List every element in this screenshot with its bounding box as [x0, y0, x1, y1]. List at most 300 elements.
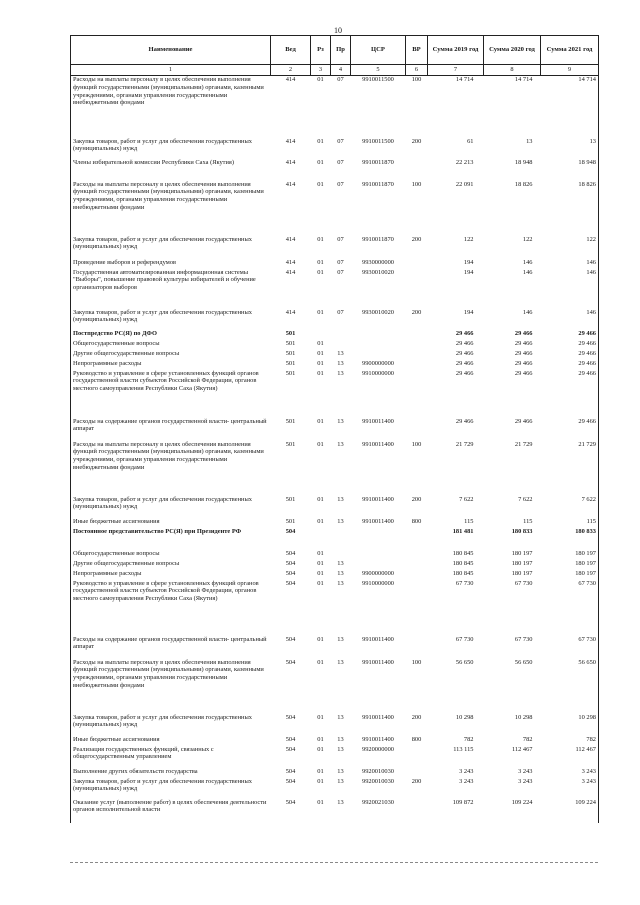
header-rz: Рз — [311, 36, 331, 65]
row-ved: 504 — [285, 713, 296, 721]
row-csr: 9920000000 — [362, 745, 394, 753]
row-sum-2020: 180 833 — [511, 527, 533, 535]
row-pr — [331, 330, 351, 340]
row-vr — [406, 560, 428, 570]
row-pr: 13 — [337, 767, 344, 775]
row-ved: 501 — [285, 440, 296, 448]
row-csr: 9910011870 — [362, 158, 394, 166]
table-row — [71, 441, 599, 496]
row-vr — [406, 746, 428, 768]
row-csr: 9910011400 — [362, 735, 394, 743]
table-row — [71, 236, 599, 259]
row-csr: 9910011500 — [362, 76, 394, 83]
row-sum-2019: 56 650 — [455, 658, 474, 666]
row-sum-2021: 7 622 — [541, 496, 599, 518]
table-row — [71, 418, 599, 441]
row-vr — [406, 259, 428, 269]
table-row — [71, 159, 599, 181]
row-sum-2021: 3 243 — [541, 768, 599, 778]
row-sum-2021: 10 298 — [541, 714, 599, 736]
col-number: 7 — [428, 65, 484, 76]
row-csr: 9930000000 — [362, 258, 394, 266]
row-ved: 504 — [285, 527, 296, 535]
row-ved: 504 — [285, 569, 296, 577]
row-vr: 800 — [411, 735, 422, 743]
row-name: Расходы на содержание органов государственной власти- центральный аппарат — [71, 636, 271, 659]
row-name: Члены избирательной комиссии Республики Саха (Якутия) — [71, 159, 271, 181]
row-sum-2020: 146 — [522, 308, 533, 316]
table-row — [71, 518, 599, 528]
row-pr: 07 — [337, 308, 344, 316]
row-sum-2021: 146 — [541, 309, 599, 330]
col-number: 3 — [311, 65, 331, 76]
row-sum-2020: 112 467 — [511, 745, 533, 753]
row-sum-2020: 14 714 — [514, 76, 533, 83]
row-vr — [406, 550, 428, 560]
row-sum-2021: 56 650 — [541, 659, 599, 714]
row-csr: 9900000000 — [362, 359, 394, 367]
row-rz: 01 — [317, 658, 324, 666]
row-sum-2019: 122 — [463, 235, 474, 243]
row-ved: 504 — [285, 735, 296, 743]
row-rz: 01 — [317, 76, 324, 83]
row-pr — [331, 340, 351, 350]
row-ved: 501 — [285, 349, 296, 357]
row-rz: 01 — [317, 495, 324, 503]
row-name: Расходы на выплаты персоналу в целях обеспечения выполнения функций государственными (муниципальными) органами, казенными учреждениями, органами управления государственными внебюджетными фондами — [71, 441, 271, 496]
table-row — [71, 550, 599, 560]
row-ved: 414 — [285, 308, 296, 316]
header-vr: ВР — [406, 36, 428, 65]
row-sum-2021: 13 — [541, 138, 599, 159]
row-sum-2021: 180 197 — [541, 550, 599, 560]
table-header-row — [71, 36, 599, 65]
row-sum-2019: 180 845 — [452, 569, 474, 577]
row-ved: 501 — [285, 417, 296, 425]
row-name: Закупка товаров, работ и услуг для обеспечения государственных (муниципальных) нужд — [71, 138, 271, 159]
row-sum-2019: 194 — [463, 268, 474, 276]
row-rz: 01 — [317, 735, 324, 743]
row-vr: 100 — [411, 180, 422, 188]
row-sum-2021: 18 826 — [541, 181, 599, 236]
row-ved: 504 — [285, 798, 296, 806]
row-sum-2019: 29 466 — [455, 417, 474, 425]
row-sum-2020: 29 466 — [514, 417, 533, 425]
row-sum-2020: 29 466 — [514, 349, 533, 357]
row-rz: 01 — [317, 569, 324, 577]
row-vr — [406, 269, 428, 309]
table-row — [71, 560, 599, 570]
row-pr: 07 — [337, 258, 344, 266]
header-ved: Вед — [271, 36, 311, 65]
table-row — [71, 309, 599, 330]
row-rz: 01 — [317, 559, 324, 567]
table-row — [71, 370, 599, 418]
row-sum-2019: 67 730 — [455, 635, 474, 643]
row-sum-2019: 194 — [463, 308, 474, 316]
row-ved: 504 — [285, 777, 296, 785]
row-vr: 200 — [411, 235, 422, 243]
row-pr: 13 — [337, 440, 344, 448]
col-number: 4 — [331, 65, 351, 76]
row-rz — [311, 330, 331, 340]
row-rz: 01 — [317, 417, 324, 425]
row-ved: 414 — [285, 137, 296, 145]
row-ved: 504 — [285, 767, 296, 775]
table-row — [71, 340, 599, 350]
row-sum-2021: 29 466 — [541, 350, 599, 360]
row-name: Иные бюджетные ассигнования — [71, 736, 271, 746]
row-sum-2020: 29 466 — [514, 339, 533, 347]
row-csr — [351, 330, 406, 340]
row-csr: 9910011500 — [362, 137, 394, 145]
row-csr — [351, 340, 406, 350]
row-sum-2021: 21 729 — [541, 441, 599, 496]
row-vr — [406, 340, 428, 350]
row-sum-2019: 29 466 — [455, 329, 474, 337]
row-sum-2019: 29 466 — [455, 359, 474, 367]
row-sum-2021: 146 — [541, 269, 599, 309]
row-name: Закупка товаров, работ и услуг для обеспечения государственных (муниципальных) нужд — [71, 496, 271, 518]
row-vr: 800 — [411, 517, 422, 525]
table-row — [71, 736, 599, 746]
row-pr: 13 — [337, 559, 344, 567]
row-rz: 01 — [317, 798, 324, 806]
row-sum-2020: 115 — [523, 517, 533, 525]
row-sum-2020: 180 197 — [511, 569, 533, 577]
row-vr — [406, 370, 428, 418]
row-csr: 9910011400 — [362, 658, 394, 666]
budget-table — [70, 35, 599, 823]
row-vr — [406, 528, 428, 550]
row-rz: 01 — [317, 258, 324, 266]
row-ved: 414 — [285, 235, 296, 243]
row-pr: 13 — [337, 359, 344, 367]
row-pr: 13 — [337, 349, 344, 357]
header-sum-2020: Сумма 2020 год — [484, 36, 541, 65]
table-row — [71, 350, 599, 360]
row-name: Закупка товаров, работ и услуг для обеспечения государственных (муниципальных) нужд — [71, 236, 271, 259]
row-rz: 01 — [317, 308, 324, 316]
row-vr: 100 — [411, 658, 422, 666]
row-name: Расходы на выплаты персоналу в целях обеспечения выполнения функций государственными (муниципальными) органами, казенными учреждениями, органами управления государственными внебюджетными фондами — [71, 659, 271, 714]
row-sum-2020: 67 730 — [514, 635, 533, 643]
row-csr: 9910011400 — [362, 713, 394, 721]
row-rz: 01 — [317, 235, 324, 243]
table-row — [71, 570, 599, 580]
row-name: Проведение выборов и референдумов — [71, 259, 271, 269]
row-sum-2019: 14 714 — [455, 76, 474, 83]
row-csr: 9910011400 — [362, 495, 394, 503]
row-pr: 13 — [337, 798, 344, 806]
row-sum-2020: 3 243 — [518, 777, 533, 785]
row-vr — [406, 330, 428, 340]
row-sum-2021: 67 730 — [541, 580, 599, 636]
header-sum-2019: Сумма 2019 год — [428, 36, 484, 65]
row-sum-2021: 109 224 — [541, 799, 599, 823]
row-csr: 9910011400 — [362, 517, 394, 525]
row-sum-2019: 180 845 — [452, 559, 474, 567]
row-sum-2019: 67 730 — [455, 579, 474, 587]
row-pr: 13 — [337, 517, 344, 525]
row-vr — [406, 768, 428, 778]
row-name: Расходы на выплаты персоналу в целях обеспечения выполнения функций государственными (муниципальными) органами, казенными учреждениями, органами управления государственными внебюджетными фондами — [71, 76, 271, 138]
row-sum-2019: 113 115 — [453, 745, 474, 753]
table-row — [71, 330, 599, 340]
table-row — [71, 496, 599, 518]
table-row — [71, 714, 599, 736]
col-number: 6 — [406, 65, 428, 76]
row-csr — [351, 350, 406, 360]
row-ved: 504 — [285, 635, 296, 643]
row-sum-2020: 21 729 — [514, 440, 533, 448]
row-sum-2020: 29 466 — [514, 329, 533, 337]
row-name: Постпредство РС(Я) по ДФО — [71, 330, 271, 340]
row-csr: 9910011870 — [362, 235, 394, 243]
row-pr: 13 — [337, 579, 344, 587]
row-sum-2020: 10 298 — [514, 713, 533, 721]
row-name: Руководство и управление в сфере установленных функций органов государственной власти субъектов Российской Федерации, органов местного самоуправления Республики Саха (Якутия) — [71, 370, 271, 418]
row-name: Руководство и управление в сфере установленных функций органов государственной власти субъектов Российской Федерации, органов местного самоуправления Республики Саха (Якутия) — [71, 580, 271, 636]
row-pr — [331, 550, 351, 560]
row-sum-2020: 13 — [526, 137, 533, 145]
row-sum-2019: 109 872 — [452, 798, 474, 806]
table-row — [71, 360, 599, 370]
col-number: 2 — [271, 65, 311, 76]
row-name: Постоянное представительство РС(Я) при Президенте РФ — [71, 528, 271, 550]
row-ved: 504 — [285, 559, 296, 567]
row-pr: 13 — [337, 417, 344, 425]
row-name: Государственная автоматизированная информационная системы "Выборы", повышение правовой культуры избирателей и обучение организаторов выборов — [71, 269, 271, 309]
row-name: Закупка товаров, работ и услуг для обеспечения государственных (муниципальных) нужд — [71, 714, 271, 736]
row-csr: 9920010030 — [362, 767, 394, 775]
row-sum-2019: 180 845 — [452, 549, 474, 557]
row-csr: 9900000000 — [362, 569, 394, 577]
row-sum-2021: 782 — [541, 736, 599, 746]
row-rz: 01 — [317, 349, 324, 357]
row-csr: 9930010020 — [362, 268, 394, 276]
row-vr: 200 — [411, 308, 422, 316]
row-sum-2019: 29 466 — [455, 339, 474, 347]
row-rz: 01 — [317, 635, 324, 643]
col-number: 1 — [71, 65, 271, 76]
row-csr: 9920021030 — [362, 798, 394, 806]
row-rz: 01 — [317, 158, 324, 166]
row-sum-2021: 14 714 — [541, 76, 599, 138]
row-ved: 414 — [285, 158, 296, 166]
row-vr: 100 — [411, 76, 422, 83]
row-csr: 9910011870 — [362, 180, 394, 188]
row-ved: 414 — [285, 180, 296, 188]
row-rz: 01 — [317, 745, 324, 753]
row-sum-2020: 782 — [522, 735, 533, 743]
row-rz: 01 — [317, 549, 324, 557]
row-name: Другие общегосударственные вопросы — [71, 560, 271, 570]
row-sum-2020: 18 826 — [514, 180, 533, 188]
row-ved: 414 — [285, 268, 296, 276]
row-csr — [351, 550, 406, 560]
row-name: Общегосударственные вопросы — [71, 550, 271, 560]
row-name: Иные бюджетные ассигнования — [71, 518, 271, 528]
col-number: 9 — [541, 65, 599, 76]
row-sum-2020: 146 — [522, 258, 533, 266]
row-sum-2020: 122 — [522, 235, 533, 243]
row-csr — [351, 528, 406, 550]
row-vr — [406, 350, 428, 360]
header-pr: Пр — [331, 36, 351, 65]
row-sum-2021: 18 948 — [541, 159, 599, 181]
table-row — [71, 778, 599, 799]
row-csr — [351, 560, 406, 570]
row-rz: 01 — [317, 180, 324, 188]
header-name: Наименование — [71, 36, 271, 65]
table-row — [71, 580, 599, 636]
row-rz: 01 — [317, 777, 324, 785]
row-rz: 01 — [317, 369, 324, 377]
row-rz — [311, 528, 331, 550]
row-sum-2021: 180 197 — [541, 570, 599, 580]
row-rz: 01 — [317, 767, 324, 775]
row-ved: 504 — [285, 745, 296, 753]
row-vr: 200 — [411, 777, 422, 785]
row-sum-2021: 180 197 — [541, 560, 599, 570]
row-sum-2021: 146 — [541, 259, 599, 269]
page-number: 10 — [334, 26, 342, 35]
row-sum-2020: 56 650 — [514, 658, 533, 666]
row-pr: 07 — [337, 158, 344, 166]
row-ved: 501 — [285, 517, 296, 525]
row-sum-2021: 29 466 — [541, 340, 599, 350]
table-row — [71, 768, 599, 778]
row-vr — [406, 159, 428, 181]
row-rz: 01 — [317, 268, 324, 276]
row-name: Общегосударственные вопросы — [71, 340, 271, 350]
row-sum-2021: 3 243 — [541, 778, 599, 799]
row-rz: 01 — [317, 579, 324, 587]
row-sum-2021: 29 466 — [541, 330, 599, 340]
row-vr: 200 — [411, 495, 422, 503]
row-name: Непрограммные расходы — [71, 570, 271, 580]
row-sum-2021: 29 466 — [541, 360, 599, 370]
row-sum-2019: 7 622 — [459, 495, 474, 503]
row-pr: 13 — [337, 745, 344, 753]
row-sum-2020: 18 948 — [514, 158, 533, 166]
row-sum-2020: 180 197 — [511, 549, 533, 557]
row-csr: 9910000000 — [362, 579, 394, 587]
row-pr: 13 — [337, 635, 344, 643]
row-name: Выполнение других обязательств государства — [71, 768, 271, 778]
row-ved: 501 — [285, 359, 296, 367]
table-row — [71, 746, 599, 768]
row-sum-2021: 122 — [541, 236, 599, 259]
row-rz: 01 — [317, 517, 324, 525]
row-sum-2019: 181 481 — [452, 527, 474, 535]
row-rz: 01 — [317, 440, 324, 448]
row-ved: 414 — [285, 258, 296, 266]
row-sum-2019: 194 — [463, 258, 474, 266]
row-pr: 13 — [337, 713, 344, 721]
row-name: Непрограммные расходы — [71, 360, 271, 370]
table-row — [71, 181, 599, 236]
row-sum-2019: 21 729 — [455, 440, 474, 448]
row-sum-2020: 109 224 — [511, 798, 533, 806]
row-sum-2019: 3 243 — [459, 767, 474, 775]
row-rz: 01 — [317, 137, 324, 145]
row-csr: 9910011400 — [362, 635, 394, 643]
table-row — [71, 269, 599, 309]
row-pr: 13 — [337, 735, 344, 743]
row-sum-2021: 29 466 — [541, 418, 599, 441]
row-name: Закупка товаров, работ и услуг для обеспечения государственных (муниципальных) нужд — [71, 309, 271, 330]
column-number-row — [71, 65, 599, 76]
row-vr: 200 — [411, 137, 422, 145]
row-pr: 13 — [337, 569, 344, 577]
row-sum-2021: 180 833 — [541, 528, 599, 550]
row-pr: 13 — [337, 777, 344, 785]
row-ved: 501 — [285, 339, 296, 347]
row-name: Другие общегосударственные вопросы — [71, 350, 271, 360]
table-row — [71, 636, 599, 659]
row-sum-2019: 61 — [467, 137, 474, 145]
row-sum-2021: 67 730 — [541, 636, 599, 659]
row-name: Реализация государственных функций, связанных с общегосударственным управлением — [71, 746, 271, 768]
row-vr — [406, 636, 428, 659]
row-pr: 07 — [337, 180, 344, 188]
row-sum-2021: 112 467 — [541, 746, 599, 768]
row-sum-2019: 115 — [464, 517, 474, 525]
row-sum-2020: 3 243 — [518, 767, 533, 775]
row-vr: 100 — [411, 440, 422, 448]
row-pr: 13 — [337, 658, 344, 666]
row-csr: 9910011400 — [362, 417, 394, 425]
row-ved: 504 — [285, 549, 296, 557]
table-row — [71, 659, 599, 714]
row-vr — [406, 418, 428, 441]
row-sum-2021: 29 466 — [541, 370, 599, 418]
row-sum-2021: 115 — [541, 518, 599, 528]
row-sum-2020: 180 197 — [511, 559, 533, 567]
row-pr — [331, 528, 351, 550]
row-rz: 01 — [317, 359, 324, 367]
row-vr: 200 — [411, 713, 422, 721]
row-ved: 504 — [285, 658, 296, 666]
row-sum-2019: 29 466 — [455, 369, 474, 377]
row-sum-2019: 782 — [463, 735, 474, 743]
row-sum-2019: 29 466 — [455, 349, 474, 357]
header-csr: ЦСР — [351, 36, 406, 65]
row-ved: 501 — [285, 495, 296, 503]
row-sum-2019: 22 213 — [455, 158, 474, 166]
row-pr: 13 — [337, 495, 344, 503]
row-rz: 01 — [317, 713, 324, 721]
row-ved: 504 — [285, 579, 296, 587]
row-csr: 9920010030 — [362, 777, 394, 785]
row-sum-2020: 146 — [522, 268, 533, 276]
row-sum-2019: 10 298 — [455, 713, 474, 721]
header-sum-2021: Сумма 2021 год — [541, 36, 599, 65]
row-pr: 07 — [337, 235, 344, 243]
row-sum-2019: 22 091 — [455, 180, 474, 188]
col-number: 5 — [351, 65, 406, 76]
row-vr — [406, 799, 428, 823]
row-sum-2020: 67 730 — [514, 579, 533, 587]
col-number: 8 — [484, 65, 541, 76]
row-pr: 07 — [337, 76, 344, 83]
row-pr: 13 — [337, 369, 344, 377]
row-sum-2020: 29 466 — [514, 359, 533, 367]
table-row — [71, 528, 599, 550]
row-pr: 07 — [337, 268, 344, 276]
